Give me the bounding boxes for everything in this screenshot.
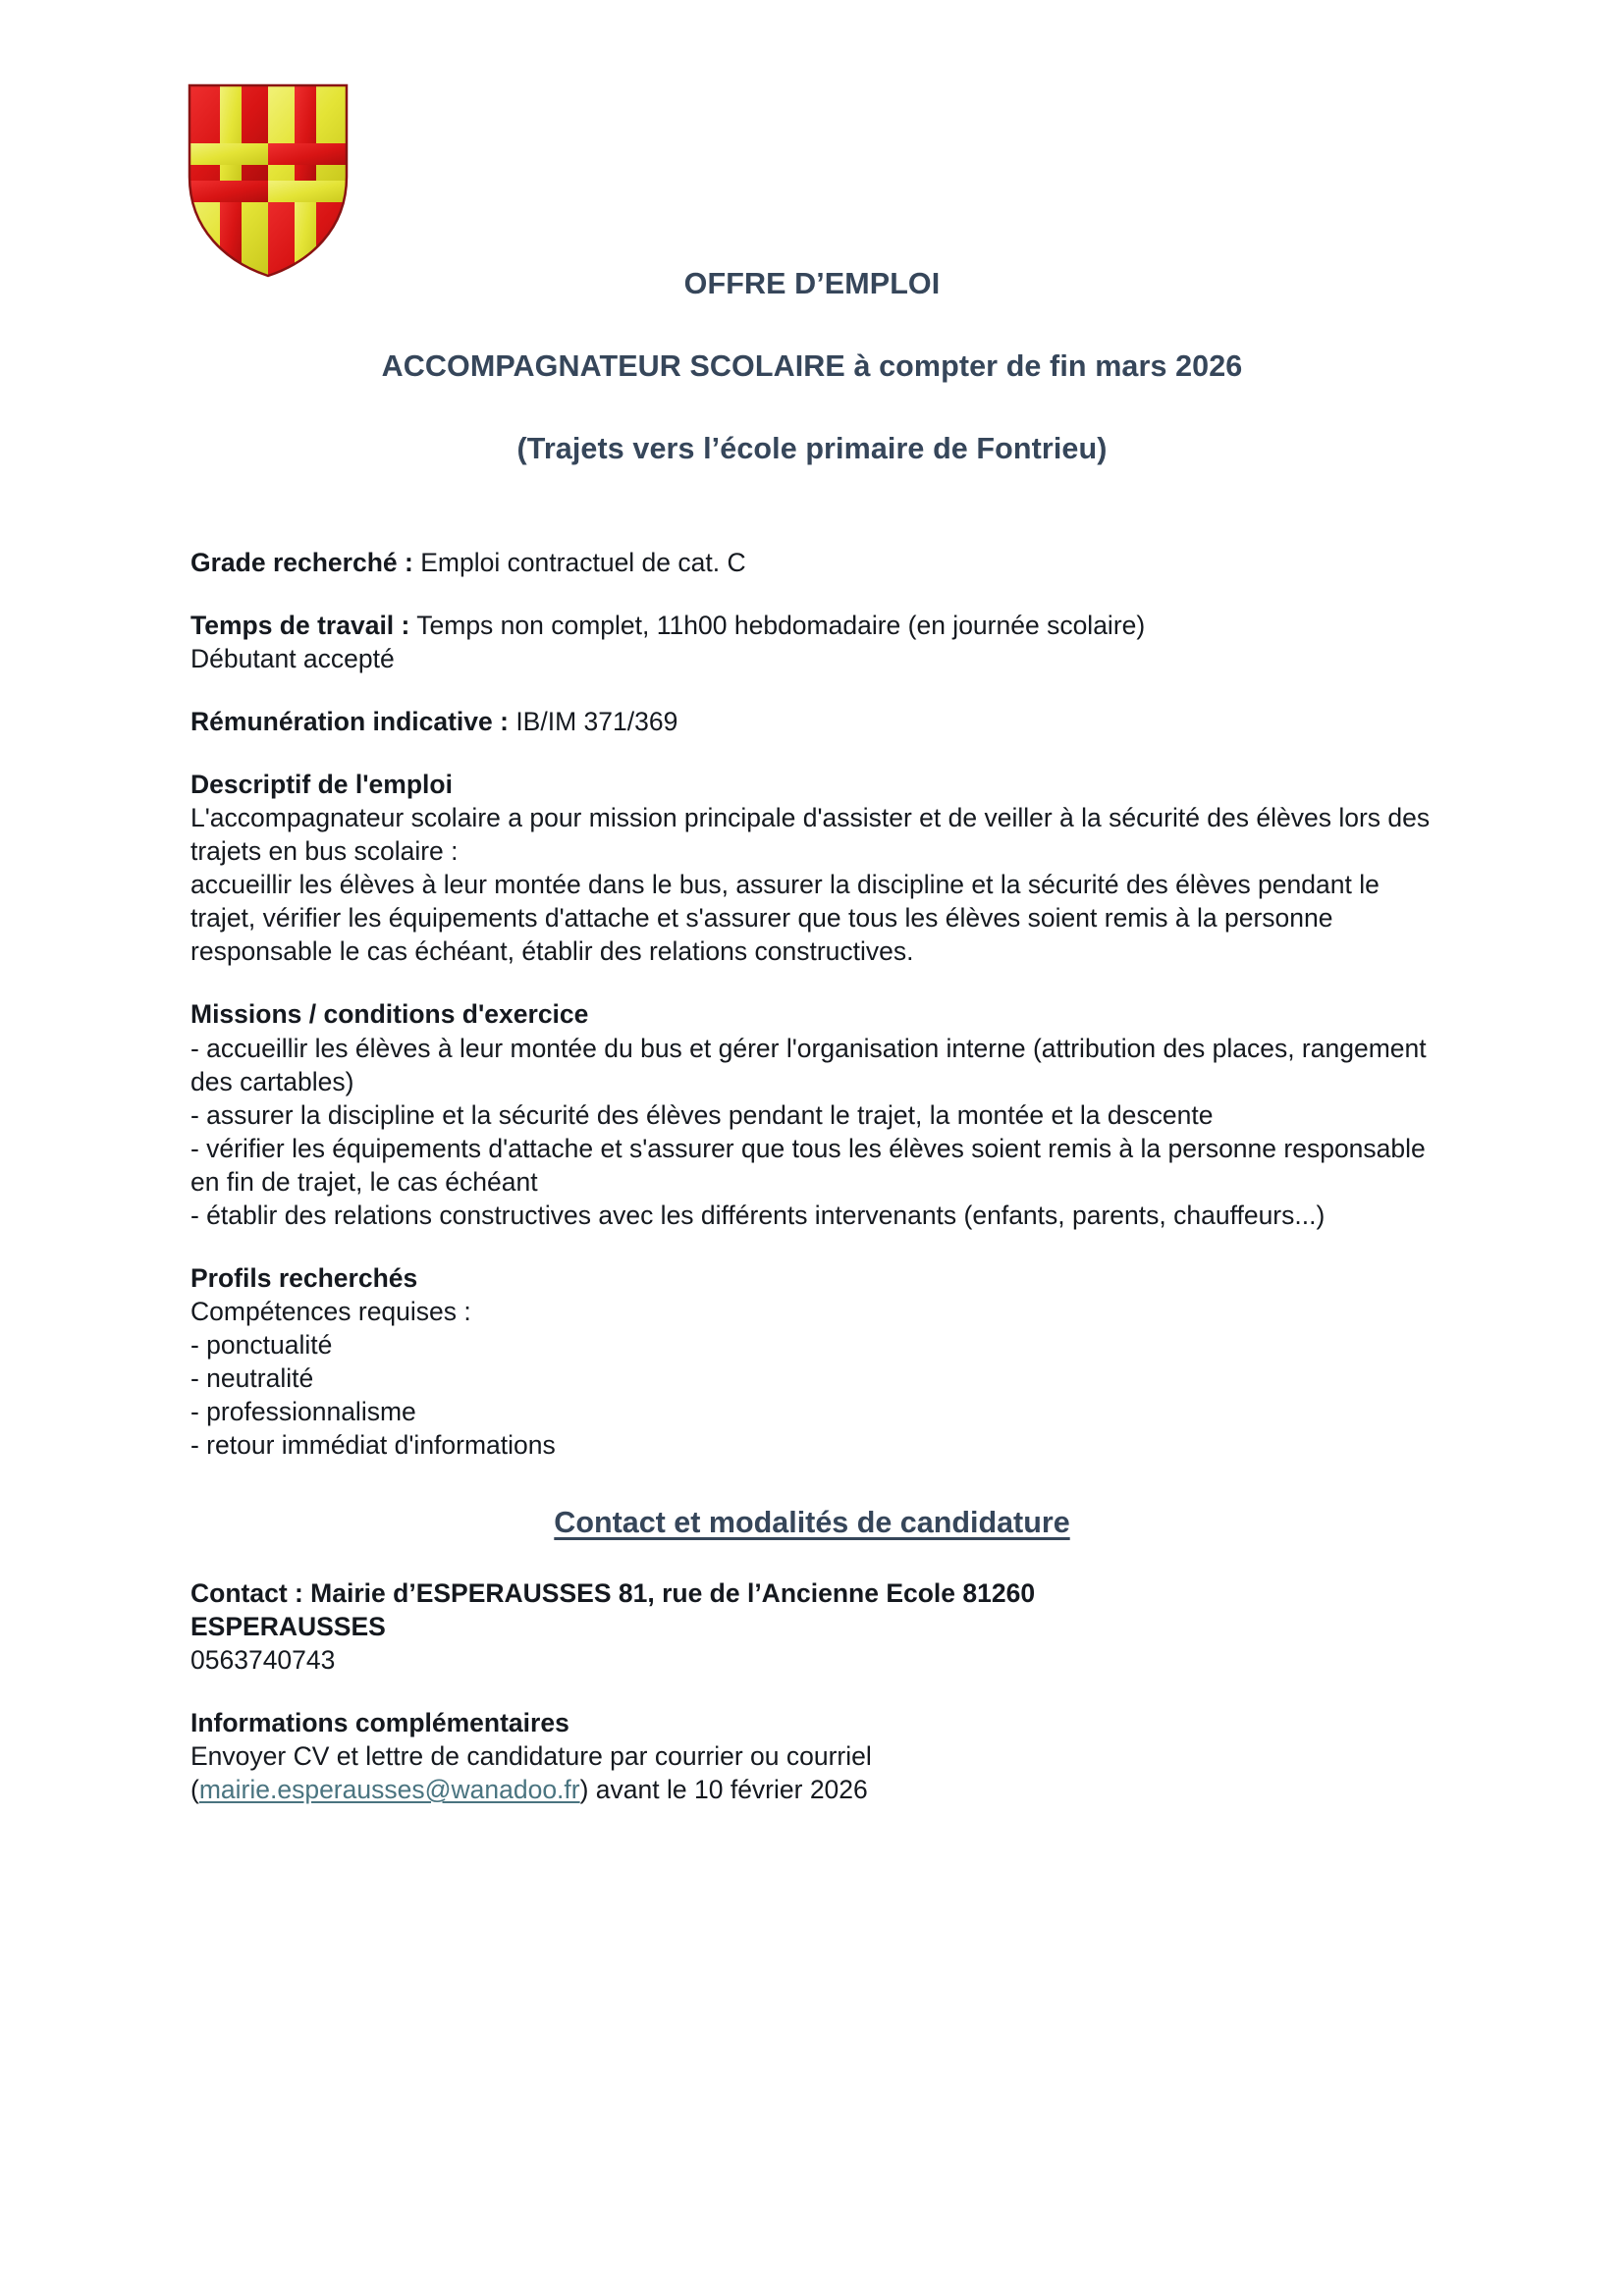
remuneration-label: Rémunération indicative : bbox=[190, 707, 509, 737]
informations-after-email: ) avant le 10 février 2026 bbox=[579, 1774, 868, 1804]
missions-item: - vérifier les équipements d'attache et s'assurer que tous les élèves soient remis à la personne responsable en fin de trajet, le cas échéant bbox=[190, 1133, 1426, 1197]
page-title: OFFRE D’EMPLOI bbox=[683, 267, 941, 300]
informations-paragraph bbox=[190, 1706, 1434, 1806]
profils-item: - neutralité bbox=[190, 1362, 314, 1393]
informations-line1: Envoyer CV et lettre de candidature par courrier ou courriel bbox=[190, 1740, 872, 1771]
contact-section-header-text: Contact et modalités de candidature bbox=[554, 1506, 1070, 1540]
remuneration-paragraph bbox=[190, 705, 1434, 738]
contact-paragraph bbox=[190, 1576, 1434, 1677]
profils-heading: Profils recherchés bbox=[190, 1262, 418, 1293]
descriptif-paragraph bbox=[190, 768, 1434, 968]
email-link[interactable]: mairie.esperausses@wanadoo.fr bbox=[198, 1774, 580, 1804]
coat-of-arms-icon bbox=[187, 82, 350, 279]
temps-travail-label: Temps de travail : bbox=[190, 611, 410, 641]
descriptif-heading: Descriptif de l'emploi bbox=[190, 770, 453, 800]
profils-paragraph bbox=[190, 1261, 1434, 1462]
missions-heading: Missions / conditions d'exercice bbox=[190, 999, 589, 1030]
missions-item: - accueillir les élèves à leur montée du bus et gérer l'organisation interne (attribution des places, rangement des cartables) bbox=[190, 1033, 1427, 1096]
contact-line1: Contact : Mairie d’ESPERAUSSES 81, rue de l’Ancienne Ecole 81260 bbox=[190, 1577, 1036, 1608]
paren-open: ( bbox=[190, 1774, 199, 1804]
profils-item: - professionnalisme bbox=[190, 1396, 416, 1426]
missions-item: - établir des relations constructives avec les différents intervenants (enfants, parents, chauffeurs...) bbox=[190, 1200, 1326, 1230]
temps-travail-paragraph bbox=[190, 609, 1434, 675]
profils-item: - ponctualité bbox=[190, 1329, 333, 1360]
contact-line2: ESPERAUSSES bbox=[190, 1611, 386, 1641]
profils-item: - retour immédiat d'informations bbox=[190, 1430, 556, 1461]
contact-phone: 0563740743 bbox=[190, 1644, 336, 1675]
remuneration-value: IB/IM 371/369 bbox=[508, 707, 678, 737]
grade-paragraph bbox=[190, 546, 1434, 579]
grade-label: Grade recherché : bbox=[190, 548, 413, 577]
page-subtitle-detail: (Trajets vers l’école primaire de Fontrieu) bbox=[516, 432, 1108, 466]
descriptif-body: L'accompagnateur scolaire a pour mission principale d'assister et de veiller à la sécurité des élèves lors des trajets en bus scolaire : bbox=[190, 803, 1431, 867]
missions-item: - assurer la discipline et la sécurité des élèves pendant le trajet, la montée et la descente bbox=[190, 1099, 1214, 1130]
document-title-block bbox=[190, 267, 1434, 465]
temps-travail-value: Temps non complet, 11h00 hebdomadaire (en journée scolaire) bbox=[409, 611, 1146, 641]
missions-paragraph bbox=[190, 997, 1434, 1231]
informations-heading: Informations complémentaires bbox=[190, 1707, 569, 1737]
document-body bbox=[190, 546, 1434, 1806]
profils-intro: Compétences requises : bbox=[190, 1296, 471, 1326]
descriptif-body2: accueillir les élèves à leur montée dans le bus, assurer la discipline et la sécurité des élèves pendant le trajet, vérifier les équipements d'attache et s'assurer que tous les élèves soient remis à la personne responsable le cas échéant, établir des relations constructives. bbox=[190, 870, 1380, 967]
temps-travail-line2: Débutant accepté bbox=[190, 644, 395, 674]
contact-section-header bbox=[190, 1505, 1434, 1541]
page-subtitle-position: ACCOMPAGNATEUR SCOLAIRE à compter de fin mars 2026 bbox=[381, 349, 1243, 384]
grade-value: Emploi contractuel de cat. C bbox=[412, 548, 746, 577]
